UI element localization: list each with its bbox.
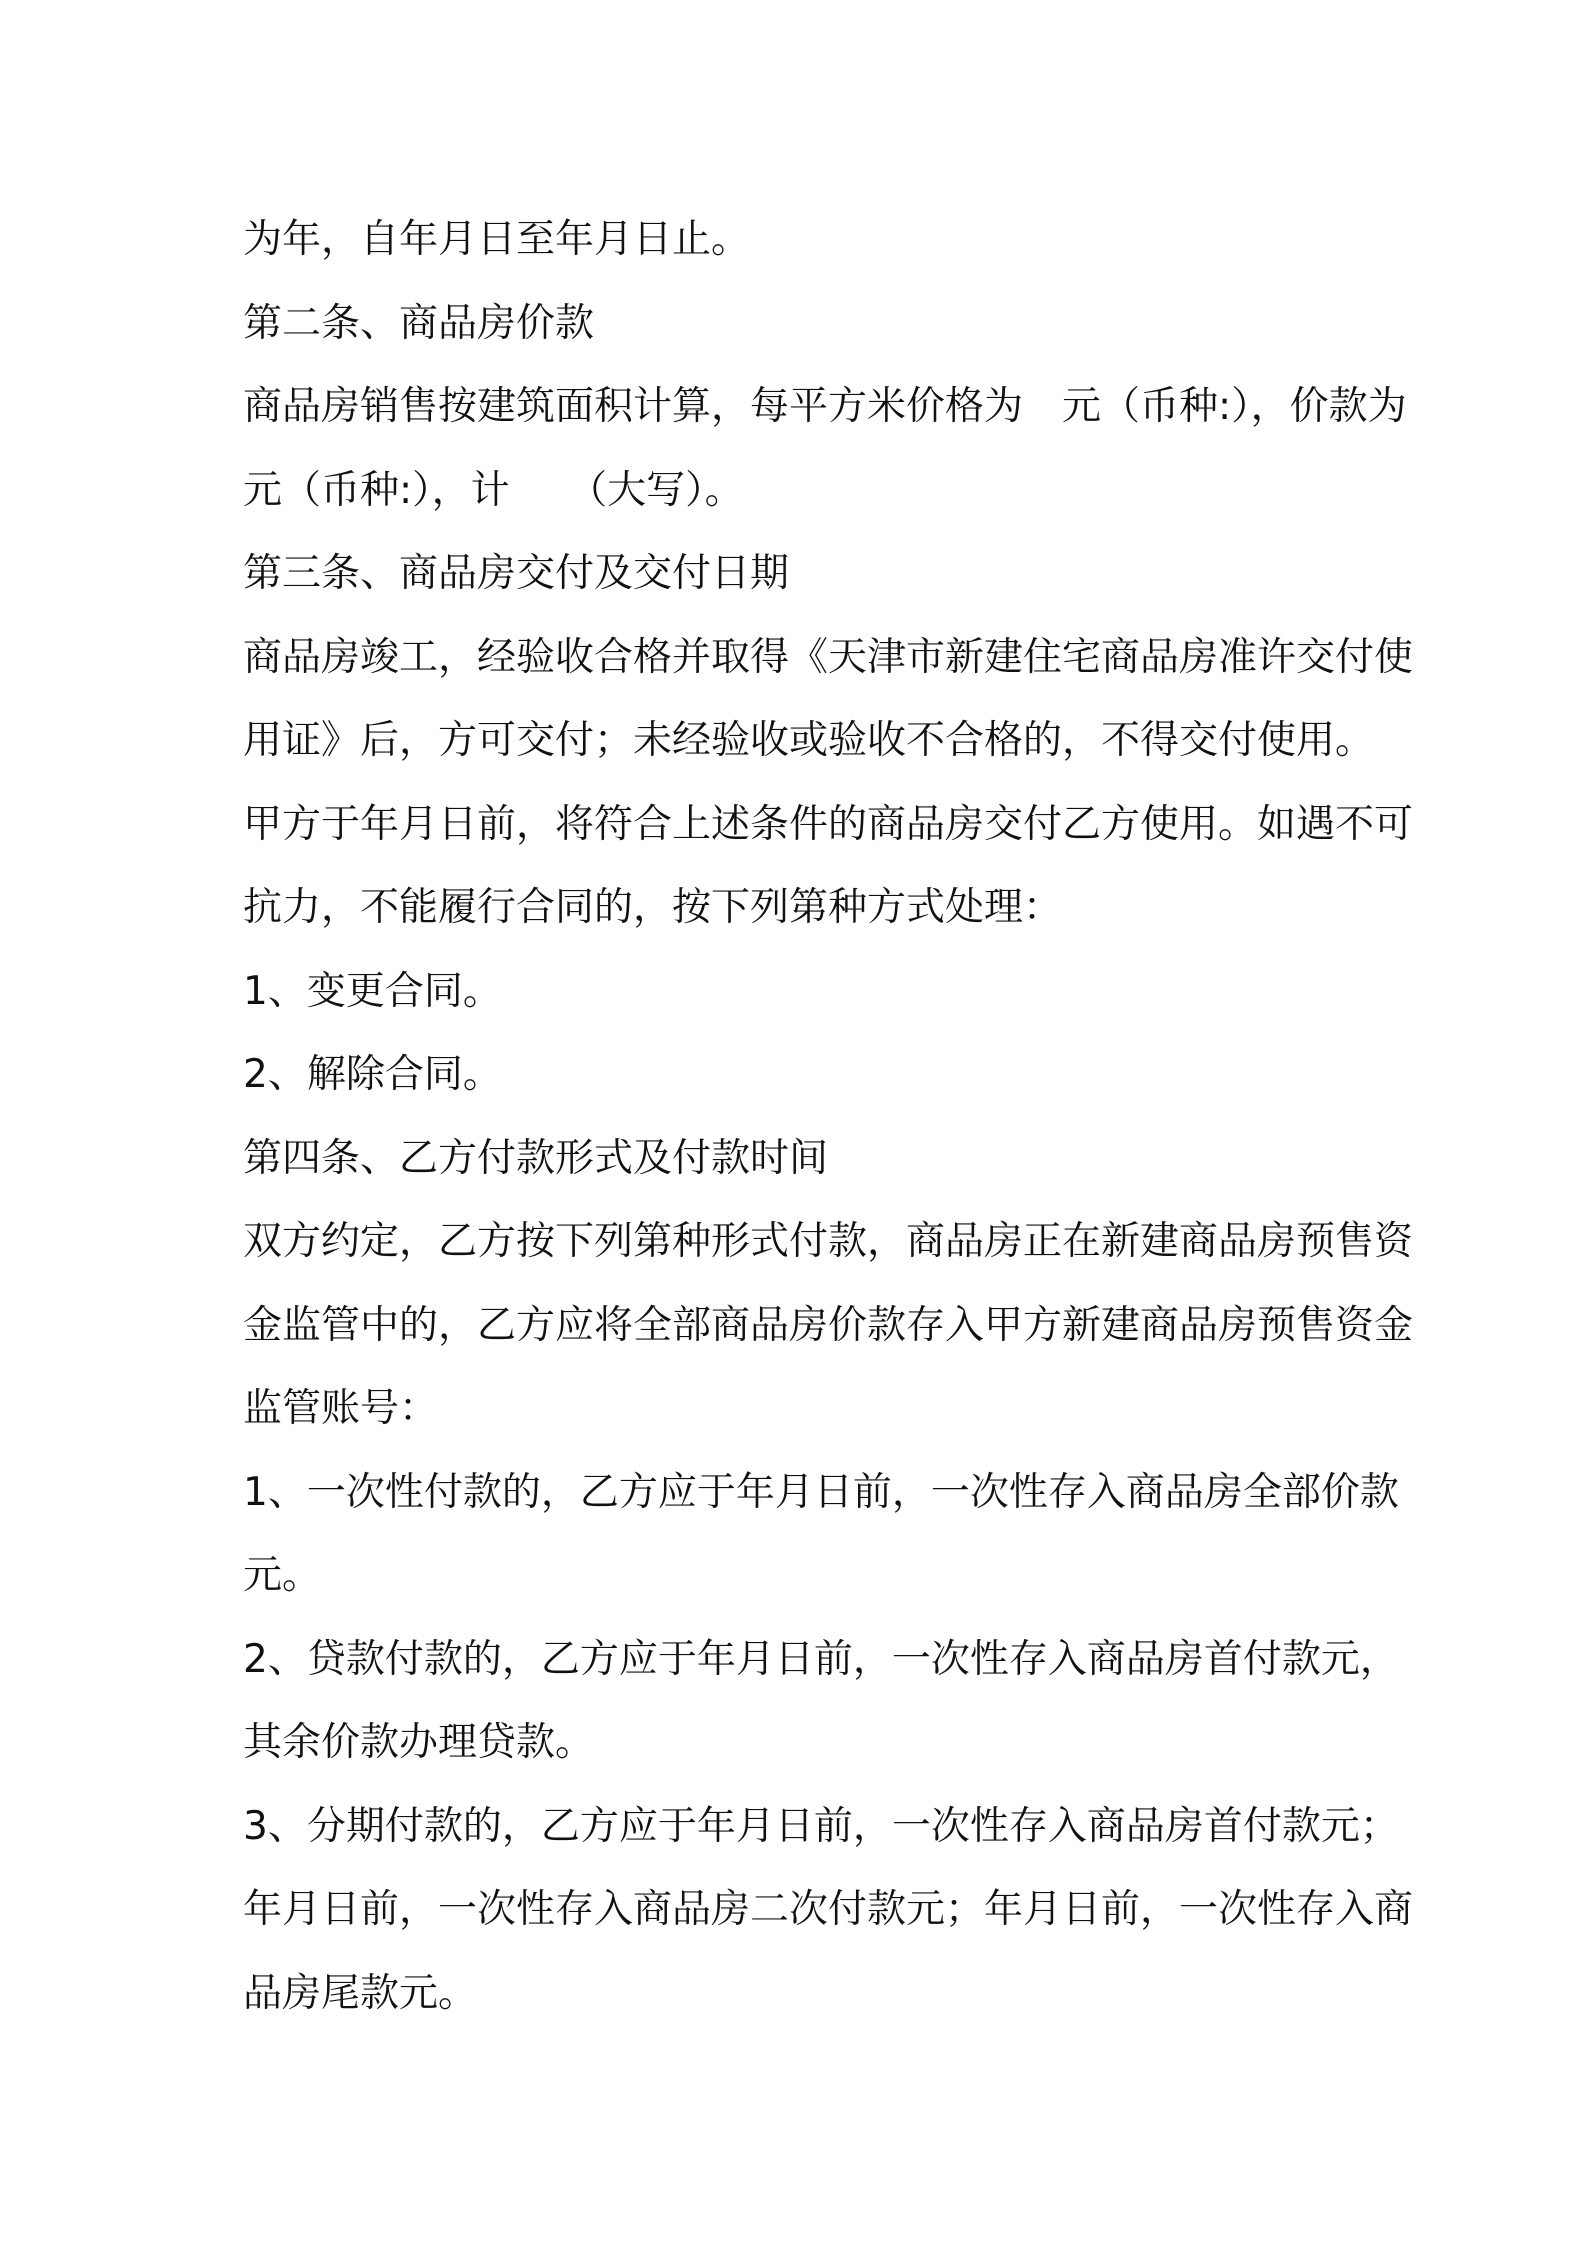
list-item: 1、一次性付款的，乙方应于年月日前，一次性存入商品房全部价款 — [243, 1469, 1399, 1515]
text-line: 抗力，不能履行合同的，按下列第种方式处理： — [243, 885, 1063, 930]
section-heading-article-2: 第二条、商品房价款 — [243, 300, 595, 346]
text-line: 其余价款办理贷款。 — [243, 1720, 595, 1765]
text-line: 用证》后，方可交付；未经验收或验收不合格的，不得交付使用。 — [243, 718, 1375, 763]
text-line: 元。 — [243, 1553, 322, 1598]
list-item: 2、解除合同。 — [243, 1052, 502, 1097]
section-heading-article-3: 第三条、商品房交付及交付日期 — [243, 551, 790, 596]
text-line: 金监管中的，乙方应将全部商品房价款存入甲方新建商品房预售资金 — [243, 1302, 1414, 1348]
text-line: 为年，自年月日至年月日止。 — [243, 217, 751, 262]
list-item: 1、变更合同。 — [243, 968, 502, 1014]
text-line: 元（币种:），计 （大写）。 — [243, 467, 744, 513]
text-line: 监管账号： — [243, 1386, 439, 1431]
section-heading-article-4: 第四条、乙方付款形式及付款时间 — [243, 1135, 829, 1181]
contract-text — [243, 198, 1414, 2035]
text-line: 年月日前，一次性存入商品房二次付款元；年月日前，一次性存入商 — [243, 1887, 1414, 1932]
list-item: 2、贷款付款的，乙方应于年月日前，一次性存入商品房首付款元， — [243, 1636, 1399, 1682]
text-line: 商品房销售按建筑面积计算，每平方米价格为 元（币种:），价款为 — [243, 384, 1407, 429]
text-line: 甲方于年月日前，将符合上述条件的商品房交付乙方使用。如遇不可 — [243, 801, 1414, 847]
text-line: 双方约定，乙方按下列第种形式付款，商品房正在新建商品房预售资 — [243, 1219, 1414, 1264]
text-line: 品房尾款元。 — [243, 1970, 478, 2016]
text-line: 商品房竣工，经验收合格并取得《天津市新建住宅商品房准许交付使 — [243, 634, 1414, 680]
list-item: 3、分期付款的，乙方应于年月日前，一次性存入商品房首付款元； — [243, 1803, 1399, 1849]
